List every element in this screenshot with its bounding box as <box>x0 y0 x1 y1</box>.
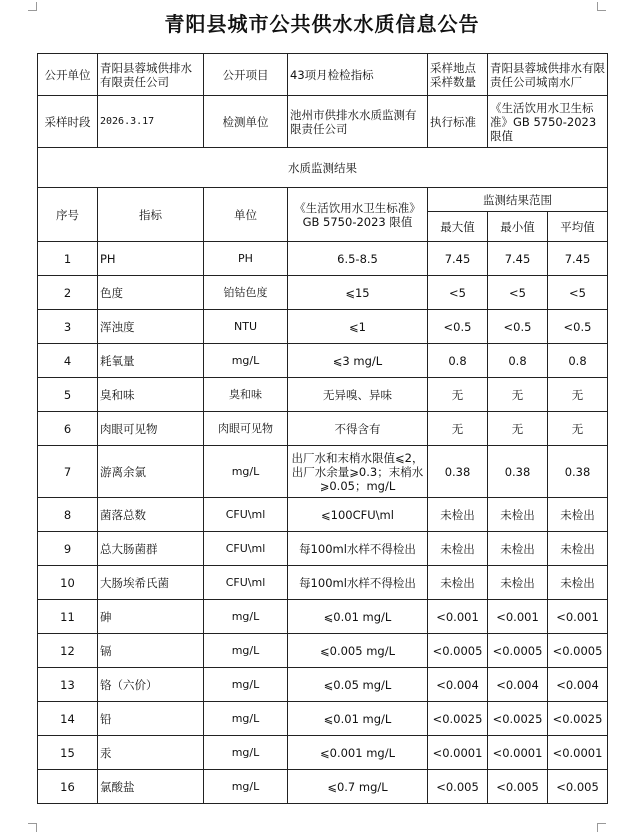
publisher-label: 公开单位 <box>38 54 98 96</box>
standard-limit: ⩽100CFU\ml <box>288 498 428 532</box>
max-value: <0.005 <box>428 770 488 804</box>
indicator-name: 色度 <box>98 276 204 310</box>
header-max: 最大值 <box>428 212 488 242</box>
max-value: 0.8 <box>428 344 488 378</box>
standard-limit: ⩽15 <box>288 276 428 310</box>
row-number: 7 <box>38 446 98 498</box>
unit: CFU\ml <box>204 532 288 566</box>
unit: mg/L <box>204 736 288 770</box>
max-value: <0.0005 <box>428 634 488 668</box>
table-row <box>38 412 608 446</box>
min-value: 7.45 <box>488 242 548 276</box>
unit: mg/L <box>204 344 288 378</box>
header-min: 最小值 <box>488 212 548 242</box>
unit: mg/L <box>204 770 288 804</box>
standard-limit: ⩽3 mg/L <box>288 344 428 378</box>
indicator-name: 耗氧量 <box>98 344 204 378</box>
section-title: 水质监测结果 <box>38 148 608 188</box>
standard-limit: 出厂水和末梢水限值⩽2，出厂水余量⩾0.3；末梢水⩾0.05；mg/L <box>288 446 428 498</box>
header-no: 序号 <box>38 188 98 242</box>
table-row <box>38 770 608 804</box>
row-number: 8 <box>38 498 98 532</box>
unit: CFU\ml <box>204 566 288 600</box>
indicator-name: 氯酸盐 <box>98 770 204 804</box>
indicator-name: 大肠埃希氏菌 <box>98 566 204 600</box>
avg-value: <5 <box>548 276 608 310</box>
table-row <box>38 634 608 668</box>
indicator-name: 肉眼可见物 <box>98 412 204 446</box>
standard-label: 执行标准 <box>428 96 488 148</box>
standard-limit: ⩽1 <box>288 310 428 344</box>
info-row-2 <box>38 96 608 148</box>
unit: mg/L <box>204 634 288 668</box>
table-row <box>38 668 608 702</box>
indicator-name: PH <box>98 242 204 276</box>
avg-value: 无 <box>548 412 608 446</box>
unit: CFU\ml <box>204 498 288 532</box>
time-label: 采样时段 <box>38 96 98 148</box>
min-value: 0.8 <box>488 344 548 378</box>
standard-limit: ⩽0.05 mg/L <box>288 668 428 702</box>
header-unit: 单位 <box>204 188 288 242</box>
max-value: 未检出 <box>428 566 488 600</box>
avg-value: <0.0025 <box>548 702 608 736</box>
row-number: 2 <box>38 276 98 310</box>
time-value: 2026.3.17 <box>98 96 204 148</box>
table-row <box>38 446 608 498</box>
row-number: 13 <box>38 668 98 702</box>
max-value: 无 <box>428 378 488 412</box>
avg-value: 未检出 <box>548 566 608 600</box>
header-avg: 平均值 <box>548 212 608 242</box>
min-value: <0.004 <box>488 668 548 702</box>
header-limit: 《生活饮用水卫生标准》GB 5750-2023 限值 <box>288 188 428 242</box>
avg-value: 0.38 <box>548 446 608 498</box>
standard-limit: 无异嗅、异味 <box>288 378 428 412</box>
max-value: <5 <box>428 276 488 310</box>
table-row <box>38 702 608 736</box>
unit: mg/L <box>204 600 288 634</box>
unit: mg/L <box>204 446 288 498</box>
row-number: 14 <box>38 702 98 736</box>
publisher-value: 青阳县蓉城供排水有限责任公司 <box>98 54 204 96</box>
max-value: <0.004 <box>428 668 488 702</box>
standard-value: 《生活饮用水卫生标准》GB 5750-2023 限值 <box>488 96 608 148</box>
indicator-name: 游离余氯 <box>98 446 204 498</box>
unit: PH <box>204 242 288 276</box>
avg-value: 7.45 <box>548 242 608 276</box>
table-row <box>38 532 608 566</box>
unit: NTU <box>204 310 288 344</box>
header-range: 监测结果范围 <box>428 188 608 212</box>
header-indicator: 指标 <box>98 188 204 242</box>
max-value: <0.001 <box>428 600 488 634</box>
indicator-name: 总大肠菌群 <box>98 532 204 566</box>
page-title: 青阳县城市公共供水水质信息公告 <box>164 12 480 36</box>
table-row <box>38 310 608 344</box>
unit: mg/L <box>204 702 288 736</box>
table-row <box>38 600 608 634</box>
table-row <box>38 566 608 600</box>
min-value: 0.38 <box>488 446 548 498</box>
lab-value: 池州市供排水水质监测有限责任公司 <box>288 96 428 148</box>
table-row <box>38 344 608 378</box>
indicator-name: 铅 <box>98 702 204 736</box>
header-row-1 <box>38 188 608 212</box>
indicator-name: 汞 <box>98 736 204 770</box>
table-row <box>38 498 608 532</box>
row-number: 3 <box>38 310 98 344</box>
row-number: 6 <box>38 412 98 446</box>
standard-limit: 每100ml水样不得检出 <box>288 566 428 600</box>
max-value: 无 <box>428 412 488 446</box>
row-number: 12 <box>38 634 98 668</box>
min-value: 未检出 <box>488 498 548 532</box>
standard-limit: ⩽0.005 mg/L <box>288 634 428 668</box>
min-value: 未检出 <box>488 532 548 566</box>
standard-limit: 每100ml水样不得检出 <box>288 532 428 566</box>
avg-value: 未检出 <box>548 532 608 566</box>
min-value: <0.5 <box>488 310 548 344</box>
avg-value: <0.5 <box>548 310 608 344</box>
row-number: 1 <box>38 242 98 276</box>
row-number: 11 <box>38 600 98 634</box>
indicator-name: 臭和味 <box>98 378 204 412</box>
indicator-name: 镉 <box>98 634 204 668</box>
table-row <box>38 276 608 310</box>
max-value: 0.38 <box>428 446 488 498</box>
row-number: 15 <box>38 736 98 770</box>
site-label: 采样地点采样数量 <box>428 54 488 96</box>
min-value: <0.001 <box>488 600 548 634</box>
standard-limit: ⩽0.01 mg/L <box>288 702 428 736</box>
min-value: <0.0005 <box>488 634 548 668</box>
table-row <box>38 378 608 412</box>
max-value: <0.0025 <box>428 702 488 736</box>
table-row <box>38 242 608 276</box>
min-value: <0.005 <box>488 770 548 804</box>
unit: 肉眼可见物 <box>204 412 288 446</box>
crop-mark-bottom-right <box>597 823 606 832</box>
avg-value: 0.8 <box>548 344 608 378</box>
row-number: 16 <box>38 770 98 804</box>
indicator-name: 浑浊度 <box>98 310 204 344</box>
min-value: 未检出 <box>488 566 548 600</box>
standard-limit: ⩽0.01 mg/L <box>288 600 428 634</box>
crop-mark-top-left <box>28 2 37 11</box>
unit: mg/L <box>204 668 288 702</box>
min-value: <0.0001 <box>488 736 548 770</box>
avg-value: <0.0005 <box>548 634 608 668</box>
avg-value: 未检出 <box>548 498 608 532</box>
max-value: <0.0001 <box>428 736 488 770</box>
lab-label: 检测单位 <box>204 96 288 148</box>
avg-value: <0.004 <box>548 668 608 702</box>
info-row-1 <box>38 54 608 96</box>
section-row <box>38 148 608 188</box>
table-row <box>38 736 608 770</box>
water-quality-table <box>37 53 608 804</box>
row-number: 5 <box>38 378 98 412</box>
avg-value: <0.0001 <box>548 736 608 770</box>
max-value: 未检出 <box>428 532 488 566</box>
avg-value: <0.005 <box>548 770 608 804</box>
crop-mark-bottom-left <box>28 823 37 832</box>
site-value: 青阳县蓉城供排水有限责任公司城南水厂 <box>488 54 608 96</box>
max-value: <0.5 <box>428 310 488 344</box>
max-value: 未检出 <box>428 498 488 532</box>
row-number: 4 <box>38 344 98 378</box>
unit: 臭和味 <box>204 378 288 412</box>
max-value: 7.45 <box>428 242 488 276</box>
standard-limit: 6.5-8.5 <box>288 242 428 276</box>
avg-value: 无 <box>548 378 608 412</box>
project-value: 43项月检检指标 <box>288 54 428 96</box>
standard-limit: 不得含有 <box>288 412 428 446</box>
min-value: <0.0025 <box>488 702 548 736</box>
min-value: <5 <box>488 276 548 310</box>
row-number: 10 <box>38 566 98 600</box>
indicator-name: 砷 <box>98 600 204 634</box>
indicator-name: 菌落总数 <box>98 498 204 532</box>
unit: 铂钴色度 <box>204 276 288 310</box>
avg-value: <0.001 <box>548 600 608 634</box>
project-label: 公开项目 <box>204 54 288 96</box>
min-value: 无 <box>488 412 548 446</box>
standard-limit: ⩽0.7 mg/L <box>288 770 428 804</box>
standard-limit: ⩽0.001 mg/L <box>288 736 428 770</box>
row-number: 9 <box>38 532 98 566</box>
indicator-name: 铬（六价） <box>98 668 204 702</box>
min-value: 无 <box>488 378 548 412</box>
